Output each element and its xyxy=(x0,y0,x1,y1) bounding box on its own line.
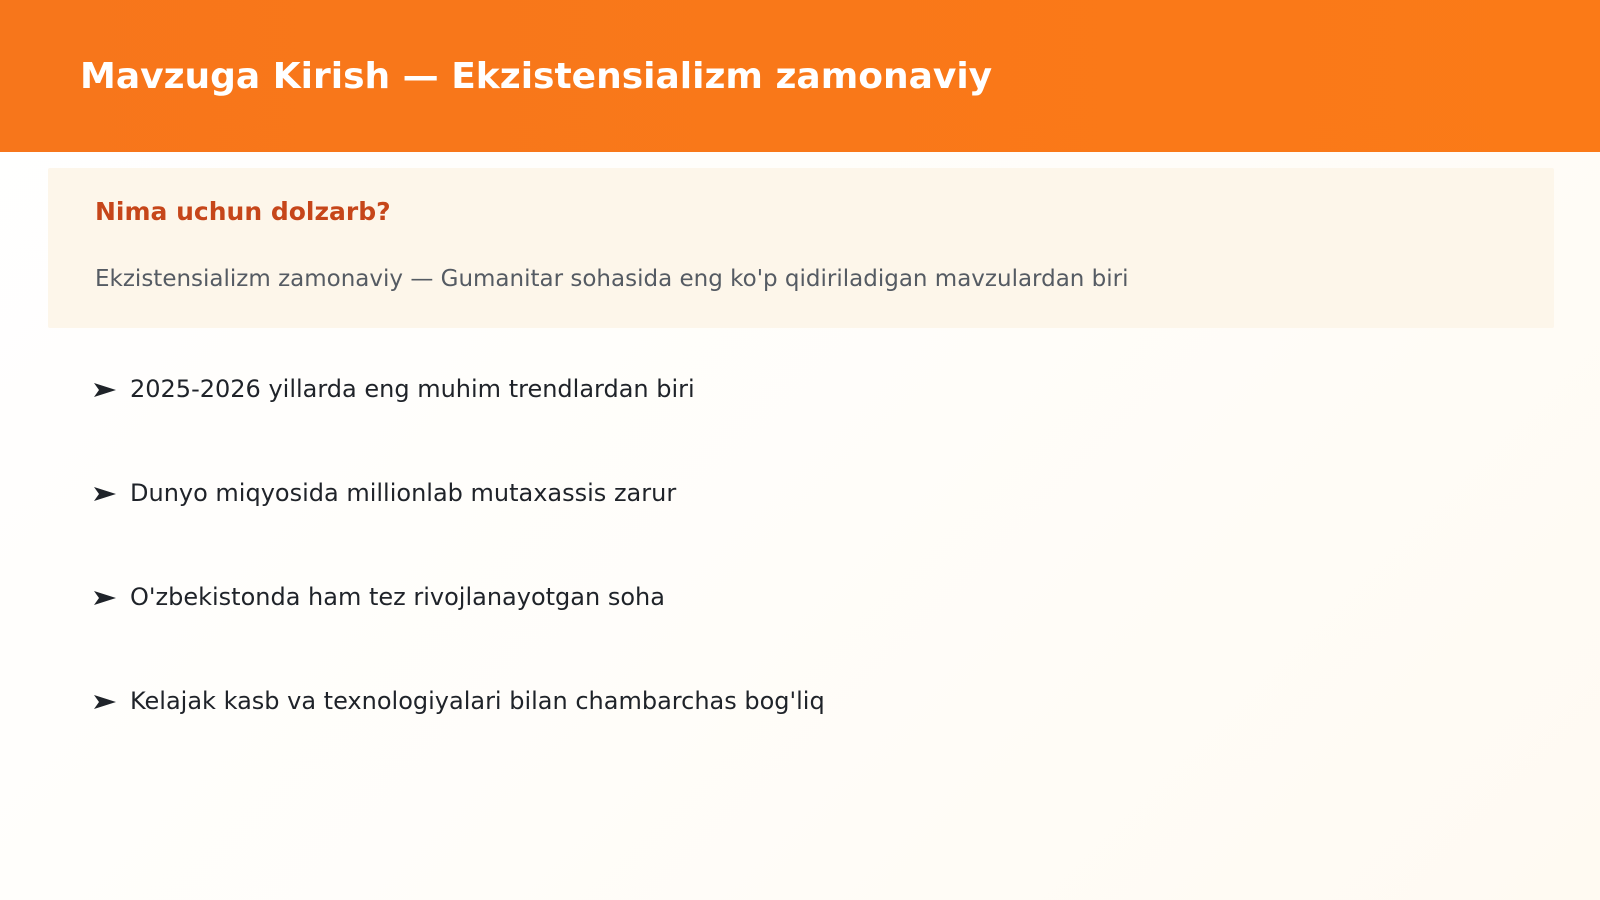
triangle-right-icon xyxy=(94,382,116,398)
highlight-heading: Nima uchun dolzarb? xyxy=(95,197,391,226)
triangle-right-icon xyxy=(94,590,116,606)
triangle-right-icon xyxy=(94,694,116,710)
bullet-item xyxy=(94,684,825,788)
bullet-list xyxy=(94,372,825,788)
bullet-text: 2025-2026 yillarda eng muhim trendlardan biri xyxy=(130,375,695,403)
header-bar xyxy=(0,0,1600,152)
bullet-text: Kelajak kasb va texnologiyalari bilan chambarchas bog'liq xyxy=(130,687,825,715)
bullet-item xyxy=(94,476,825,580)
bullet-item xyxy=(94,372,825,476)
bullet-text: O'zbekistonda ham tez rivojlanayotgan soha xyxy=(130,583,665,611)
highlight-text: Ekzistensializm zamonaviy — Gumanitar sohasida eng ko'p qidiriladigan mavzulardan biri xyxy=(95,266,1129,292)
bullet-text: Dunyo miqyosida millionlab mutaxassis zarur xyxy=(130,479,677,507)
bullet-item xyxy=(94,580,825,684)
triangle-right-icon xyxy=(94,486,116,502)
slide-title: Mavzuga Kirish — Ekzistensializm zamonaviy xyxy=(80,56,993,97)
highlight-box xyxy=(48,168,1554,328)
